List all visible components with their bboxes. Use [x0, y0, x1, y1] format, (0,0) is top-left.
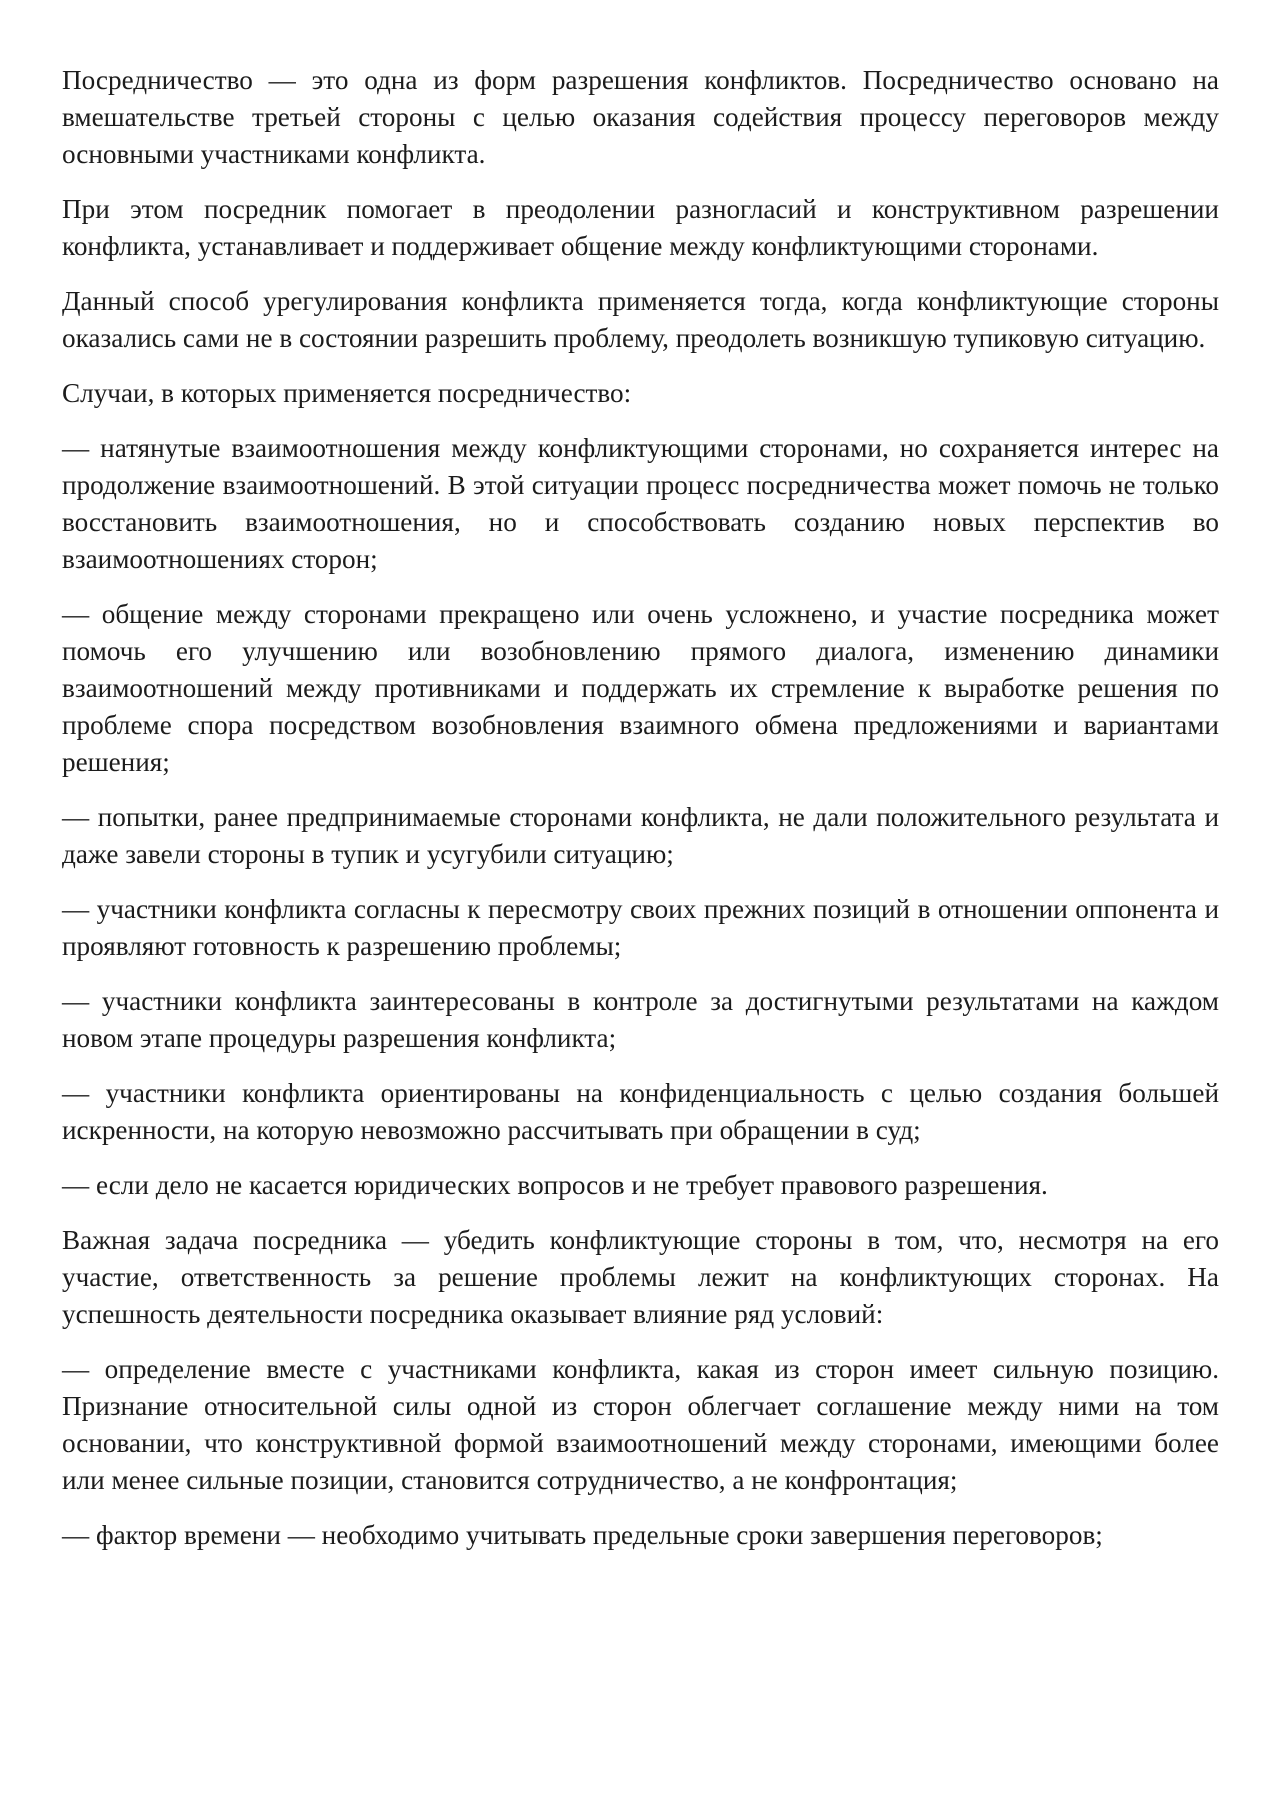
list-item-confidentiality: — участники конфликта ориентированы на конфиденциальность с целью создания большей искренности, на которую невозможно рассчитывать при обращении в суд; [62, 1078, 1219, 1145]
paragraph-cases-heading: Случаи, в которых применяется посредничество: [62, 378, 632, 408]
list-item-strained-relations: — натянутые взаимоотношения между конфликтующими сторонами, но сохраняется интерес на продолжение взаимоотношений. В этой ситуации процесс посредничества может помочь не только восстановить взаимоотношения, но и способствовать созданию новых перспектив во взаимоотношениях сторон; [62, 433, 1219, 574]
list-item-control-results: — участники конфликта заинтересованы в контроле за достигнутыми результатами на каждом новом этапе процедуры разрешения конфликта; [62, 986, 1219, 1053]
list-item-failed-attempts: — попытки, ранее предпринимаемые сторонами конфликта, не дали положительного результата и даже завели стороны в тупик и усугубили ситуацию; [62, 802, 1219, 869]
document-page [62, 62, 1219, 1572]
paragraph-definition: Посредничество — это одна из форм разрешения конфликтов. Посредничество основано на вмешательстве третьей стороны с целью оказания содействия процессу переговоров между основными участниками конфликта. [62, 65, 1219, 169]
paragraph-mediator-task: Важная задача посредника — убедить конфликтующие стороны в том, что, несмотря на его участие, ответственность за решение проблемы лежит на конфликтующих сторонах. На успешность деятельности посредника оказывает влияние ряд условий: [62, 1225, 1219, 1329]
list-item-communication-stopped: — общение между сторонами прекращено или очень усложнено, и участие посредника может помочь его улучшению или возобновлению прямого диалога, изменению динамики взаимоотношений между противниками и поддержать их стремление к выработке решения по проблеме спора посредством возобновления взаимного обмена предложениями и вариантами решения; [62, 599, 1219, 777]
list-item-non-legal: — если дело не касается юридических вопросов и не требует правового разрешения. [62, 1170, 1048, 1200]
list-item-time-factor: — фактор времени — необходимо учитывать предельные сроки завершения переговоров; [62, 1520, 1103, 1550]
list-item-revise-positions: — участники конфликта согласны к пересмотру своих прежних позиций в отношении оппонента и проявляют готовность к разрешению проблемы; [62, 894, 1219, 961]
paragraph-when-applied: Данный способ урегулирования конфликта применяется тогда, когда конфликтующие стороны оказались сами не в состоянии разрешить проблему, преодолеть возникшую тупиковую ситуацию. [62, 286, 1219, 353]
paragraph-mediator-role: При этом посредник помогает в преодолении разногласий и конструктивном разрешении конфликта, устанавливает и поддерживает общение между конфликтующими сторонами. [62, 194, 1219, 261]
list-item-strong-position: — определение вместе с участниками конфликта, какая из сторон имеет сильную позицию. Признание относительной силы одной из сторон облегчает соглашение между ними на том основании, что конструктивной формой взаимоотношений между сторонами, имеющими более или менее сильные позиции, становится сотрудничество, а не конфронтация; [62, 1354, 1219, 1495]
